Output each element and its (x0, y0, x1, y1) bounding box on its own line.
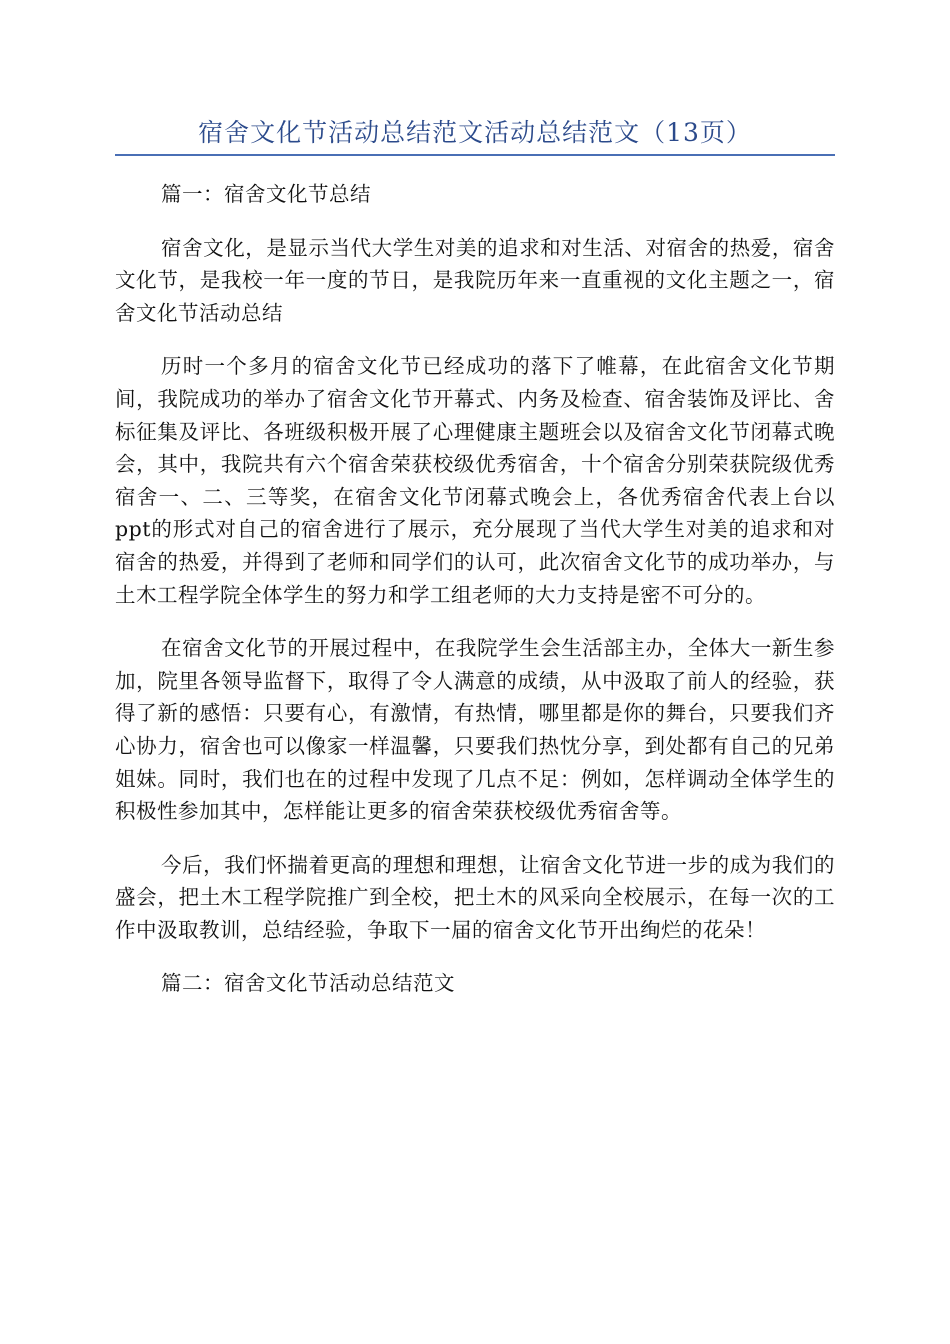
paragraph: 在宿舍文化节的开展过程中，在我院学生会生活部主办，全体大一新生参加，院里各领导监督下，取得了令人满意的成绩，从中汲取了前人的经验，获得了新的感悟：只要有心，有激情，有热情，哪里都是你的舞台，只要我们齐心协力，宿舍也可以像家一样温馨，只要我们热忱分享，到处都有自己的兄弟姐妹。同时，我们也在的过程中发现了几点不足：例如，怎样调动全体学生的积极性参加其中，怎样能让更多的宿舍荣获校级优秀宿舍等。 (115, 636, 835, 824)
section-heading-1: 篇一：宿舍文化节总结 (161, 182, 371, 206)
document-title: 宿舍文化节活动总结范文活动总结范文（13页） (198, 118, 752, 147)
paragraph: 历时一个多月的宿舍文化节已经成功的落下了帷幕，在此宿舍文化节期间，我院成功的举办了宿舍文化节开幕式、内务及检查、宿舍装饰及评比、舍标征集及评比、各班级积极开展了心理健康主题班会以及宿舍文化节闭幕式晚会，其中，我院共有六个宿舍荣获校级优秀宿舍，十个宿舍分别荣获院级优秀宿舍一、二、三等奖，在宿舍文化节闭幕式晚会上，各优秀宿舍代表上台以ppt的形式对自己的宿舍进行了展示，充分展现了当代大学生对美的追求和对宿舍的热爱，并得到了老师和同学们的认可，此次宿舍文化节的成功举办，与土木工程学院全体学生的努力和学工组老师的大力支持是密不可分的。 (115, 354, 835, 607)
section-heading-2: 篇二：宿舍文化节活动总结范文 (161, 971, 455, 996)
title-underline (115, 154, 835, 156)
paragraph: 宿舍文化，是显示当代大学生对美的追求和对生活、对宿舍的热爱，宿舍文化节，是我校一年一度的节日，是我院历年来一直重视的文化主题之一，宿舍文化节活动总结 (115, 235, 835, 325)
paragraph: 今后，我们怀揣着更高的理想和理想，让宿舍文化节进一步的成为我们的盛会，把土木工程学院推广到全校，把土木的风采向全校展示，在每一次的工作中汲取教训，总结经验，争取下一届的宿舍文化节开出绚烂的花朵！ (115, 852, 835, 942)
document-body (115, 178, 835, 1021)
